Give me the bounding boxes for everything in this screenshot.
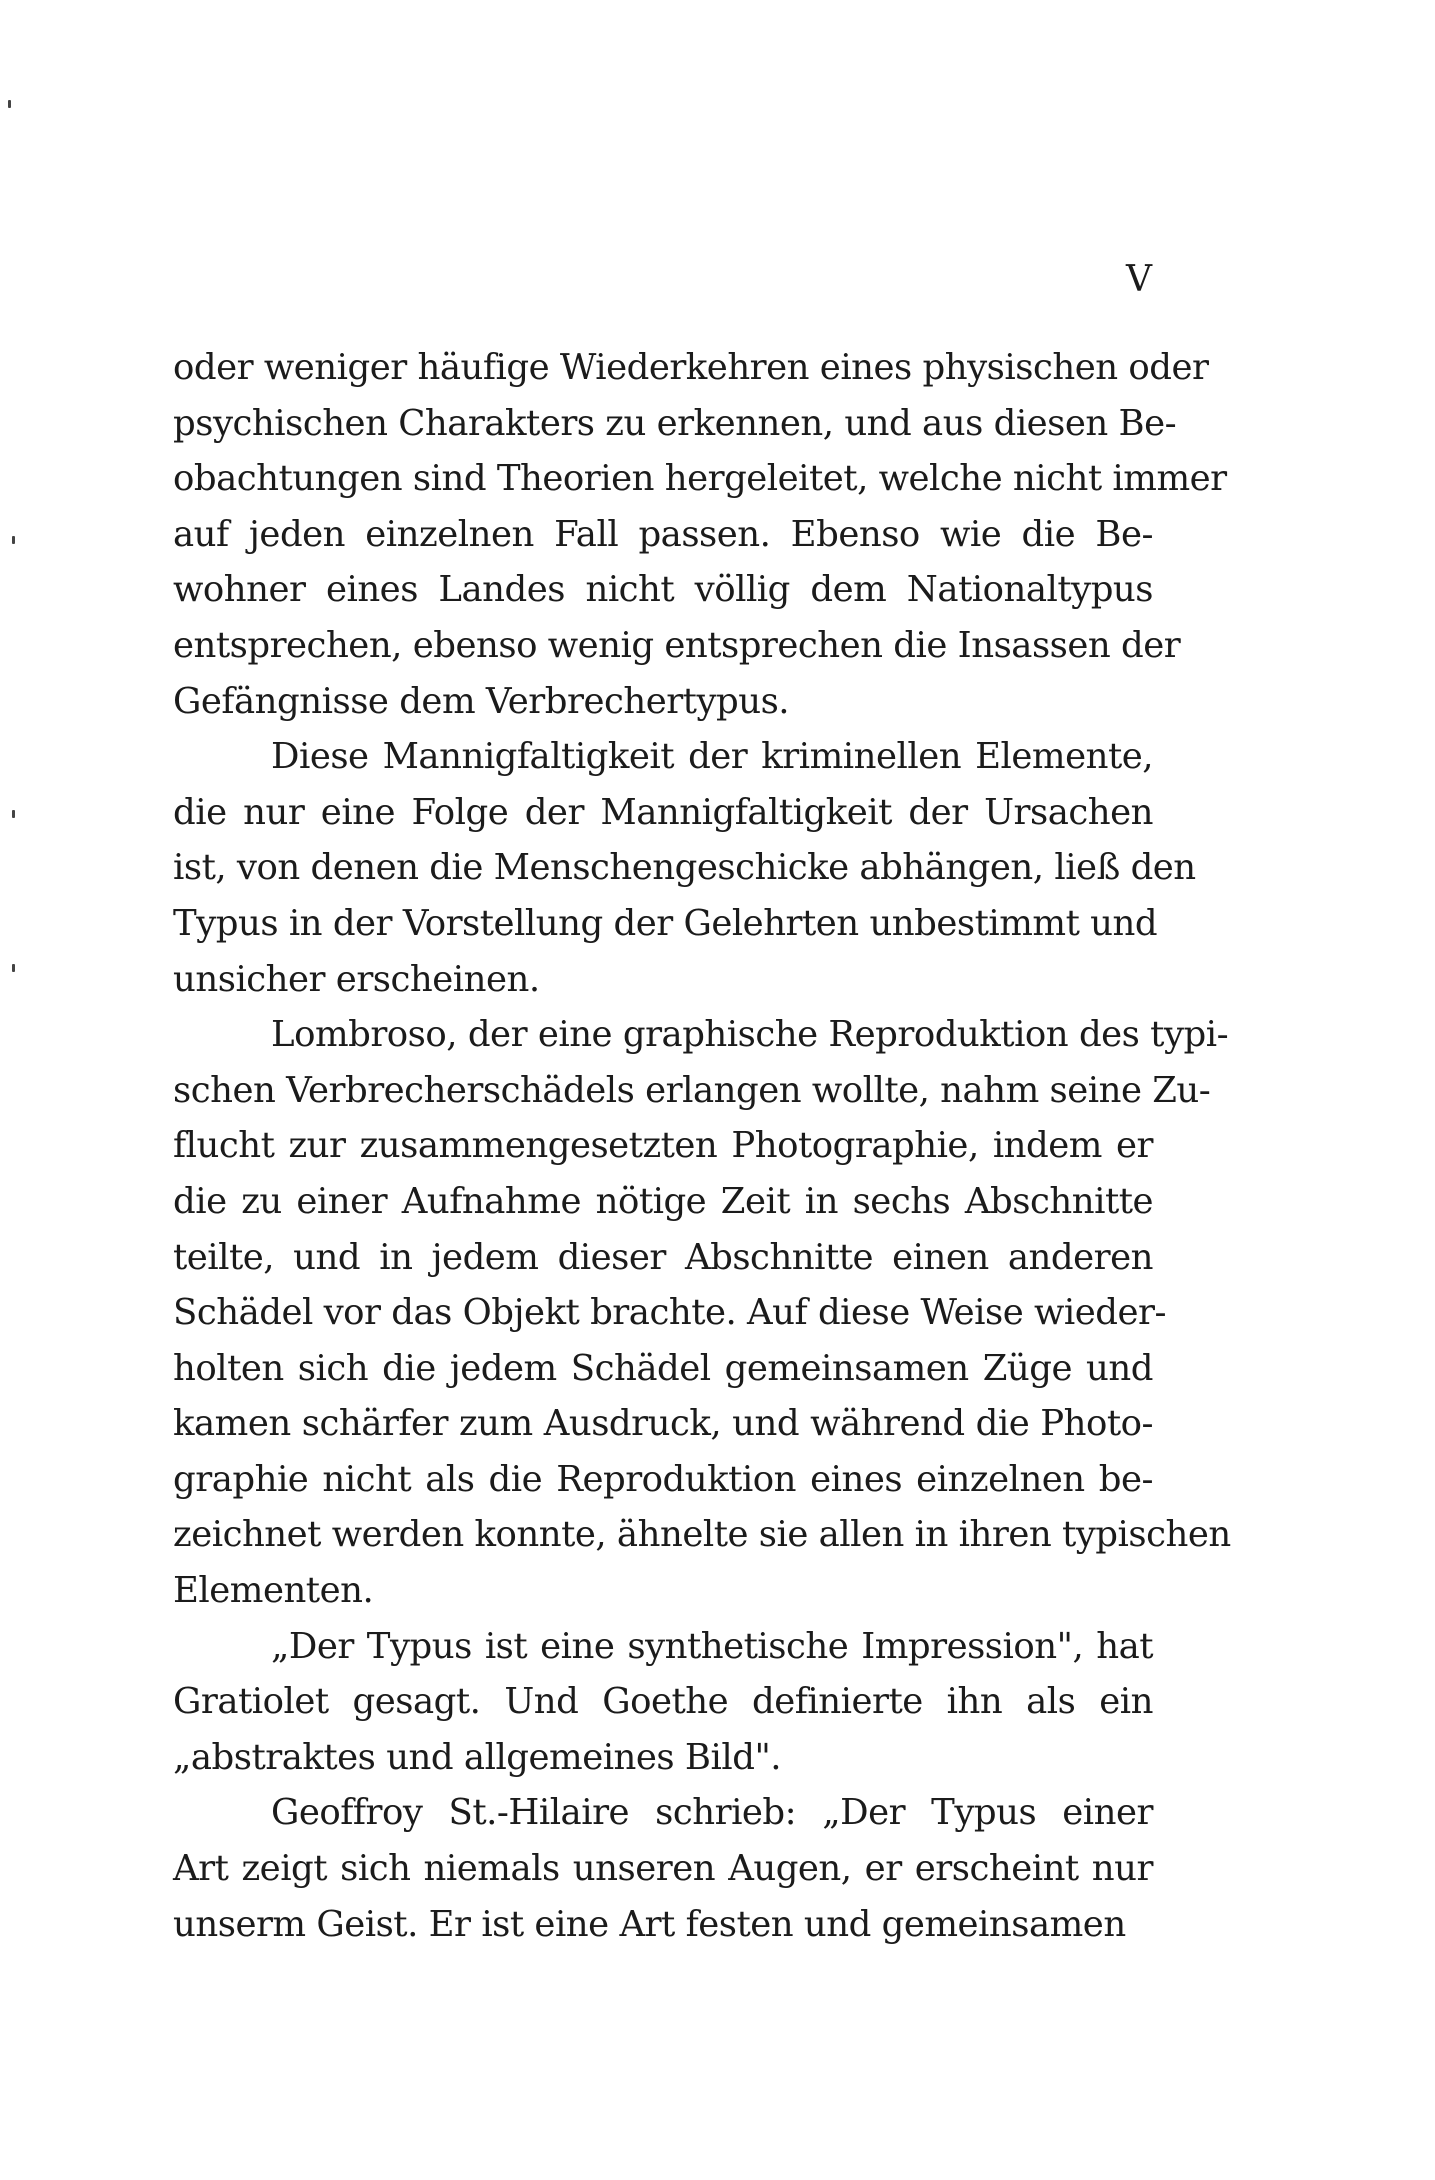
paragraph [173, 1007, 1231, 1619]
text-line: flucht zur zusammengesetzten Photographie, indem er [173, 1125, 1153, 1167]
paragraph [173, 1785, 1153, 1952]
text-line: „abstraktes und allgemeines Bild". [173, 1736, 782, 1778]
text-line: Gefängnisse dem Verbrechertypus. [173, 680, 790, 722]
text-line: „Der Typus ist eine synthetische Impression", hat [271, 1625, 1153, 1667]
scan-mark [12, 536, 15, 544]
text-line: unserm Geist. Er ist eine Art festen und gemeinsamen [173, 1903, 1126, 1945]
text-line: psychischen Charakters zu erkennen, und aus diesen Be- [173, 402, 1177, 444]
text-line: Geoffroy St.-Hilaire schrieb: „Der Typus einer [271, 1792, 1153, 1834]
text-line: schen Verbrecherschädels erlangen wollte, nahm seine Zu- [173, 1069, 1211, 1111]
paragraph [173, 729, 1196, 1007]
text-line: holten sich die jedem Schädel gemeinsamen Züge und [173, 1347, 1153, 1389]
scan-mark [12, 810, 15, 818]
text-line: Art zeigt sich niemals unseren Augen, er erscheint nur [173, 1848, 1153, 1890]
text-line: wohner eines Landes nicht völlig dem Nationaltypus [173, 569, 1153, 611]
text-line: Gratiolet gesagt. Und Goethe definierte ihn als ein [173, 1681, 1153, 1723]
body-text [173, 340, 1231, 1952]
text-line: Schädel vor das Objekt brachte. Auf diese Weise wieder- [173, 1292, 1166, 1334]
text-line: ist, von denen die Menschengeschicke abhängen, ließ den [173, 847, 1196, 889]
text-line: Elementen. [173, 1570, 374, 1612]
text-line: teilte, und in jedem dieser Abschnitte einen anderen [173, 1236, 1153, 1278]
text-line: Diese Mannigfaltigkeit der kriminellen Elemente, [271, 736, 1153, 778]
paragraph [173, 1619, 1153, 1786]
text-line: die zu einer Aufnahme nötige Zeit in sechs Abschnitte [173, 1180, 1153, 1222]
scan-mark [12, 964, 15, 972]
text-line: obachtungen sind Theorien hergeleitet, welche nicht immer [173, 458, 1227, 500]
text-line: graphie nicht als die Reproduktion eines einzelnen be- [173, 1458, 1153, 1500]
text-line: kamen schärfer zum Ausdruck, und während die Photo- [173, 1403, 1153, 1445]
text-line: entsprechen, ebenso wenig entsprechen die Insassen der [173, 624, 1181, 666]
text-line: die nur eine Folge der Mannigfaltigkeit der Ursachen [173, 791, 1153, 833]
scan-mark [8, 100, 11, 108]
text-line: unsicher erscheinen. [173, 958, 540, 1000]
paragraph [173, 340, 1227, 729]
text-line: zeichnet werden konnte, ähnelte sie allen in ihren typischen [173, 1514, 1231, 1556]
text-line: Lombroso, der eine graphische Reproduktion des typi- [271, 1014, 1229, 1056]
page-number: V [1126, 259, 1152, 300]
text-line: auf jeden einzelnen Fall passen. Ebenso wie die Be- [173, 513, 1153, 555]
text-line: oder weniger häufige Wiederkehren eines physischen oder [173, 347, 1209, 388]
text-line: Typus in der Vorstellung der Gelehrten unbestimmt und [173, 902, 1158, 944]
